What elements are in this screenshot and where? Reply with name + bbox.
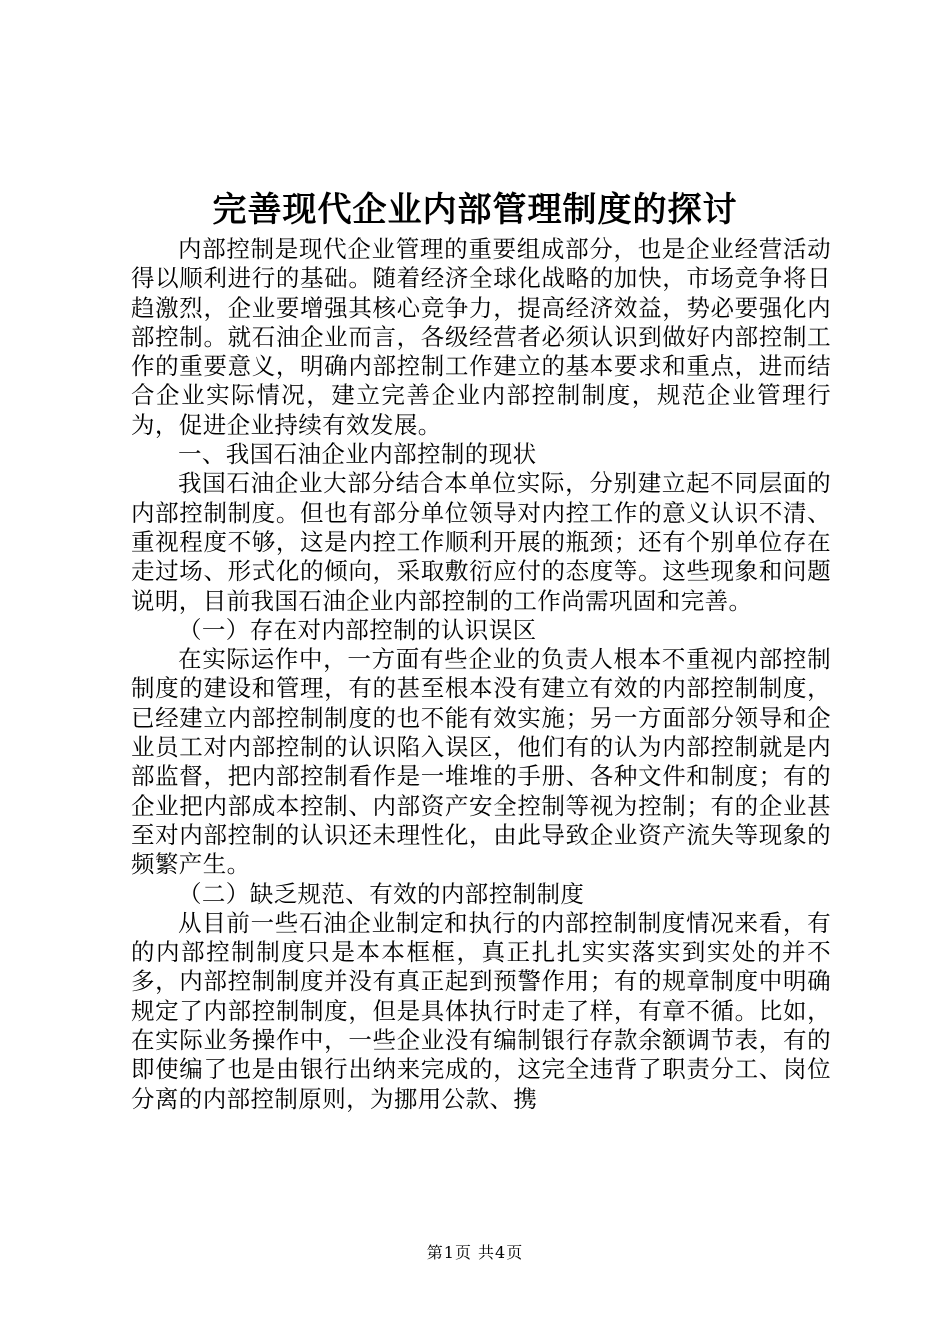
document-title: 完善现代企业内部管理制度的探讨	[212, 190, 738, 230]
section-heading-1: 一、我国石油企业内部控制的现状	[178, 440, 537, 469]
paragraph-status: 我国石油企业大部分结合本单位实际，分别建立起不同层面的内部控制制度。但也有部分单位领导对内控工作的意义认识不清、重视程度不够，这是内控工作顺利开展的瓶颈；还有个别单位存在走过场、形式化的倾向，采取敷衍应付的态度等。这些现象和问题说明，目前我国石油企业内部控制的工作尚需巩固和完善。	[131, 469, 831, 615]
paragraph-lack-of-system: 从目前一些石油企业制定和执行的内部控制制度情况来看，有的内部控制制度只是本本框框，真正扎扎实实落实到实处的并不多，内部控制制度并没有真正起到预警作用；有的规章制度中明确规定了内部控制制度，但是具体执行时走了样，有章不循。比如，在实际业务操作中，一些企业没有编制银行存款余额调节表，有的即使编了也是由银行出纳来完成的，这完全违背了职责分工、岗位分离的内部控制原则，为挪用公款、携	[131, 908, 831, 1113]
paragraph-misconception: 在实际运作中，一方面有些企业的负责人根本不重视内部控制制度的建设和管理，有的甚至根本没有建立有效的内部控制制度，已经建立内部控制制度的也不能有效实施；另一方面部分领导和企业员工对内部控制的认识陷入误区，他们有的认为内部控制就是内部监督，把内部控制看作是一堆堆的手册、各种文件和制度；有的企业把内部成本控制、内部资产安全控制等视为控制；有的企业甚至对内部控制的认识还未理性化，由此导致企业资产流失等现象的频繁产生。	[131, 645, 831, 879]
page-footer: 第1页 共4页	[426, 1243, 524, 1262]
document-body	[131, 235, 831, 1114]
paragraph-intro: 内部控制是现代企业管理的重要组成部分，也是企业经营活动得以顺利进行的基础。随着经济全球化战略的加快，市场竞争将日趋激烈，企业要增强其核心竞争力，提高经济效益，势必要强化内部控制。就石油企业而言，各级经营者必须认识到做好内部控制工作的重要意义，明确内部控制工作建立的基本要求和重点，进而结合企业实际情况，建立完善企业内部控制制度，规范企业管理行为，促进企业持续有效发展。	[131, 235, 831, 439]
subsection-heading-2: （二）缺乏规范、有效的内部控制制度	[178, 879, 585, 908]
subsection-heading-1: （一）存在对内部控制的认识误区	[178, 615, 537, 644]
